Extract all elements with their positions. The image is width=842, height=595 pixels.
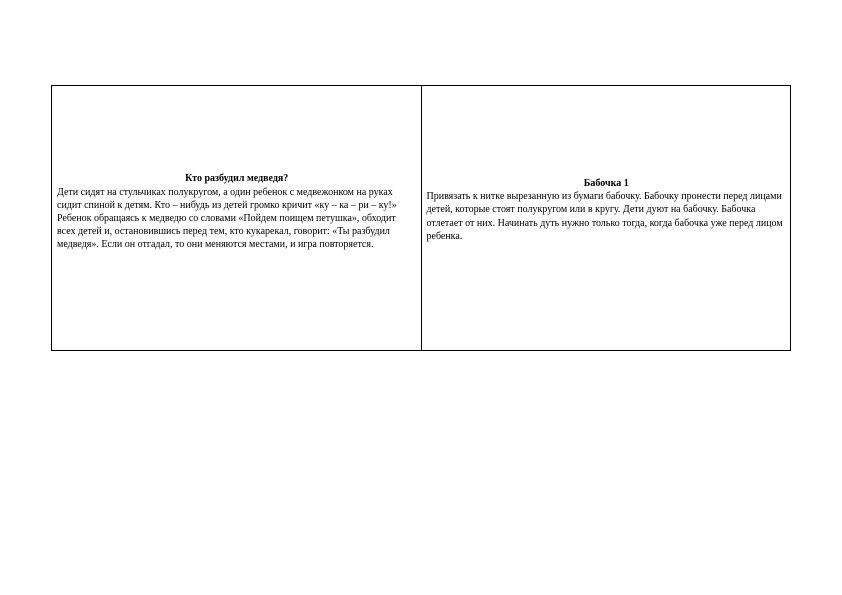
game-card-title: Бабочка 1 [583, 177, 629, 189]
game-card-butterfly [421, 86, 791, 350]
game-card-description: Привязать к нитке вырезанную из бумаги бабочку. Бабочку пронести перед лицами детей, которые стоят полукругом или в кругу. Дети дуют на бабочку. Бабочка отлетает от них. Начинать дуть нужно только тогда, когда бабочка уже перед лицом ребенка. [426, 191, 783, 242]
game-card-title: Кто разбудил медведя? [185, 173, 289, 185]
game-cards-table [51, 85, 791, 351]
game-card-who-woke-the-bear [52, 86, 421, 350]
game-card-description: Дети сидят на стульчиках полукругом, а один ребенок с медвежонком на руках сидит спиной к детям. Кто – нибудь из детей громко кричит «ку – ка – ри – ку!» Ребенок обращаясь к медведю со словами «Пойдем поищем петушка», обходит всех детей и, остановившись перед тем, кто кукарекал, говорит: «Ты разбудил медведя». Если он отгадал, то они меняются местами, и игра повторяется. [57, 186, 397, 251]
